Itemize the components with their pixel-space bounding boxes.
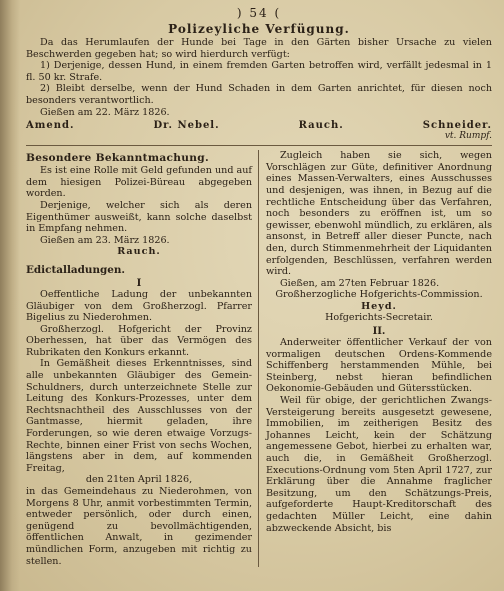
creditors-summons-text: In Gemäßheit dieses Erkenntnisses, sind alle unbekannten Gläubiger des Gemein-Schuldners, durch unterzeichnete Stelle zur Leitung des Konkurs-Prozesses, unter dem Rechtsnachtheil des Ausschlusses von der Gantmasse, hiermit geladen, ihre Forderungen, so wie deren etwaige Vorzugs-Rechte, binnen einer Frist von sechs Wochen, längstens aber in dem, auf kommenden Freitag,: [26, 358, 252, 474]
signature-nebel: Dr. Nebel.: [153, 120, 220, 132]
two-column-body: [26, 150, 492, 567]
public-summons-text: Oeffentliche Ladung der unbekannten Gläubiger von dem Großherzogl. Pfarrer Bigelius zu Niederohmen.: [26, 288, 252, 324]
notice-number-2: II.: [372, 326, 386, 338]
commission-authority: Großherzogliche Hofgerichts-Commission.: [275, 289, 483, 301]
police-notice-body: Da das Herumlaufen der Hunde bei Tage in den Gärten bisher Ursache zu vielen Beschwerden gegeben hat; so wird hierdurch verfügt:: [26, 37, 492, 60]
commission-date: Gießen, am 27ten Februar 1826.: [280, 277, 440, 289]
found-money-text: Es ist eine Rolle mit Geld gefunden und auf dem hiesigen Polizei-Büreau abgegeben worden.: [26, 165, 252, 200]
announcement-date: Gießen am 23. März 1826.: [40, 234, 170, 246]
police-notice: [26, 22, 492, 141]
commission-role: Hofgerichts-Secretair.: [325, 312, 433, 324]
section-divider: [26, 145, 492, 146]
hearing-date: den 21ten April 1826,: [85, 474, 193, 486]
police-notice-date: Gießen am 22. März 1826.: [40, 106, 170, 118]
announcement-signature: Rauch.: [117, 246, 161, 258]
left-column: [26, 150, 259, 567]
signature-schneider: Schneider.: [422, 120, 492, 132]
owner-claim-text: Derjenige, welcher sich als deren Eigenthümer ausweißt, kann solche daselbst in Empfang nehmen.: [26, 199, 252, 235]
mill-sale-heading-text: Anderweiter öffentlicher Verkauf der von vormaligen deutschen Ordens-Kommende Schiffenberg herstammenden Mühle, bei Steinberg, nebst hieran befindlichen Oekonomie-Gebäuden und Gütersstücken.: [266, 337, 492, 395]
police-notice-item-2: 2) Bleibt derselbe, wenn der Hund Schaden in dem Garten anrichtet, für diesen noch besonders verantwortlich.: [26, 83, 492, 106]
right-column: [259, 150, 492, 567]
page-binding-edge: [0, 0, 20, 591]
police-countersignature: vt. Rumpf.: [444, 131, 492, 142]
court-decision-text: Großherzogl. Hofgericht der Provinz Oberhessen, hat über das Vermögen des Rubrikaten den Konkurs erkannt.: [26, 323, 252, 358]
creditors-proposal-text: Zugleich haben sie sich, wegen Vorschlägen zur Güte, definitiver Anordnung eines Massen-Verwalters, eines Ausschusses und desjenigen, was ihnen, in Bezug auf die rechtliche Entscheidung über das Verfahren, noch besonders zu eröffnen ist, um so gewisser, ebenwohl mündlich, zu erklären, als ansonst, in Betreff aller dieser Puncte, nach den, durch Stimmenmehrheit der Liquidanten erfolgenden, Beschlüssen, verfahren werden wird.: [266, 150, 492, 278]
page-number: ) 54 (: [236, 6, 282, 20]
edictal-heading: Edictalladungen.: [26, 263, 126, 276]
notice-number-1: I: [136, 277, 142, 289]
signature-rauch: Rauch.: [298, 120, 344, 132]
signature-amend: Amend.: [26, 120, 75, 132]
hearing-location-text: in das Gemeindehaus zu Niederohmen, von Morgens 8 Uhr, anmit vorbestimmten Termin, entweder persönlich, oder durch einen, genügend zu bevollmächtigenden, öffentlichen Anwalt, in gezimender mündlichen Form, anzugeben mit richtig zu stellen.: [26, 486, 252, 567]
police-signatures: [26, 120, 492, 131]
commission-signature: Heyd.: [361, 300, 397, 312]
special-announcement-heading: Besondere Bekanntmachung.: [26, 152, 210, 165]
mill-sale-body-text: Weil für obige, der gerichtlichen Zwangs-Versteigerung bereits ausgesetzt gewesene, Immobilien, im zeitherigen Besitz des Johannes Leicht, kein der Schätzung angemessene Gebot, hierbei zu erhalten war, auch die, in Gemäßheit Großherzogl. Executions-Ordnung vom 5ten April 1727, zur Erklärung über die Annahme fraglicher Besitzung, um den Schätzungs-Preis, aufgeforderte Haupt-Kreditorschaft des gedachten Müller Leicht, eine dahin abzweckende Absicht, bis: [266, 395, 492, 534]
police-notice-item-1: 1) Derjenige, dessen Hund, in einem fremden Garten betroffen wird, verfällt jedesmal in 1 fl. 50 kr. Strafe.: [26, 60, 492, 83]
police-notice-title: Polizeyliche Verfügung.: [168, 22, 350, 36]
